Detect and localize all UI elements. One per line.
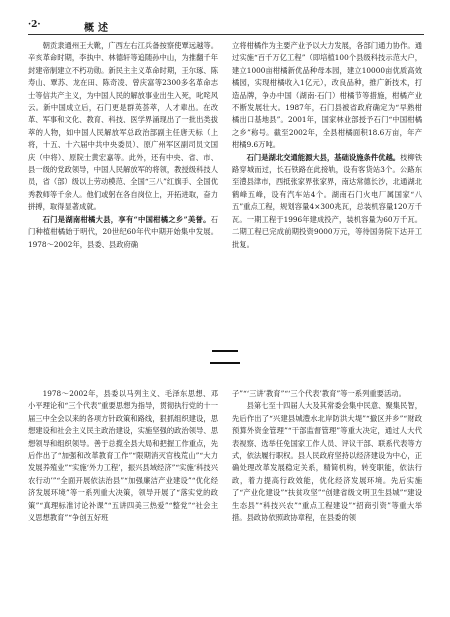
section-title: 概述: [84, 23, 112, 34]
header-rule: [28, 34, 424, 35]
paragraph: 立将柑橘作为主要产业予以大力发展，各部门通力协作。通过实施“百千万亿工程”（即培植100个县级科技示范大户，建立1000亩柑橘新优品种母本园，建立10000亩优质高效橘园，实现柑橘收入1亿元），改良品种，推广新技术，打造品牌，争办中国（湖南·石门）柑橘节等措施，柑橘产业不断发展壮大。1987年，石门县被省政府确定为“早熟柑橘出口基地县”。2001年，国家林业部授予石门“中国柑橘之乡”称号。截至2002年，全县柑橘面积18.6万亩，年产柑橘9.6万吨。: [232, 41, 422, 150]
lower-left-column: [28, 388, 218, 524]
paragraph: 县第七至十四届人大及其常委会集中民意、聚集民智，先后作出了“兴建县城澧水北岸防洪大堤”“撤区并乡”“财政预算外资金管理”“干部监督管理”等重大决定，通过人大代表视察、选举任免国家工作人员、评议干部、联系代表等方式，依法履行职权。县人民政府坚持以经济建设为中心，正确处理改革发展稳定关系，精简机构，转变职能，依法行政，着力提高行政效能，优化经济发展环境。先后实施了“产业化建设”“扶贫攻坚”“创建省级文明卫生县城”“建设生态县”“科技兴农”“重点工程建设”“招商引资”等重大举措。县政协依照政协章程，在县委的领: [232, 401, 422, 523]
chapter-numeral: [0, 343, 450, 369]
page-header: [28, 20, 424, 34]
paragraph: [232, 152, 422, 251]
paragraph: 子”“‘三讲’教育”“‘三个代表’教育”等一系列重要活动。: [232, 389, 406, 398]
paragraph-text: 枝柳铁路穿城而过，长石铁路在此接轨，设有客货站3个。公路东至澧县津市，西抵张家界张家界，南达常德长沙，北通湖北鹤峰五峰，设有汽车站4个。湖南石门火电厂属国家“八五”重点工程，规划容量4×300兆瓦，总装机容量120万千瓦。一期工程于1996年建成投产，装机容量为60万千瓦。二期工程已完成前期投资9000万元，等待国务院下达开工批复。: [232, 152, 423, 249]
bold-lead: 石门是湖北交通能源大县，基础设施条件优越。: [246, 152, 401, 162]
upper-left-column: [28, 40, 218, 251]
paragraph: 朝贡隶通州王大靴，广西左右江兵备按察使覃远越等。辛亥革命时期，李执中、林德轩等追随孙中山，为推翻千年封建帝制建立不朽功勋。新民主主义革命时期，王尔琢、陈寿山、覃苏、龙在田、陈奇凌、曾庆富等2300多名革命志士等信共产主义，为中国人民的解放事业出生入死，叱咤风云。新中国成立后，石门更是群英荟萃，人才辈出。在改革、军事和文化、教育、科技、医学界涌现出了一批出类拔萃的人物，如中国人民解放军总政治部副主任唐天标（上将，十五、十六届中共中央委员）、原广州军区副司员文国庆（中将）、原院士黄宏嘉等。此外，还有中央、省、市、县一级的党政领导，中国人民解放军的将领，教授级科技人员，省（部）级以上劳动模范、全国“三八”红旗手、全国优秀教师等千余人。他们或躬在各自岗位上，开拓进取，奋力拼搏，取得显著成就。: [28, 41, 218, 212]
paragraph: [28, 214, 218, 251]
bold-lead: 石门是湖南柑橘大县，享有“中国柑橘之乡”美誉。: [42, 214, 211, 224]
page-number: ·2·: [28, 20, 41, 30]
numeral-stroke-bottom: [210, 362, 240, 364]
numeral-stroke-top: [212, 350, 238, 352]
upper-right-column: [232, 40, 422, 251]
paragraph: 1978～2002年，县委以马列主义、毛泽东思想、邓小平理论和“三个代表”重要思想为指导，贯彻执行党的十一届三中全会以来的各项方针政策和路线，狠抓组织建设，思想建设和社会主义民主政治建设，实施坚强的政治领导、思想领导和组织领导。善于总揽全县大局和把握工作重点，先后作出了“加强和改革教育工作”“限期消灭官栈荒山”“大力发展养殖业”“实施‘外力工程’，振兴县域经济”“实施‘科技兴农行动’”“全面开展依法治县”“加强廉洁产业建设”“优化经济发展环境”等一系列重大决策，领导开展了“落实党的政策”“真理标准讨论补课”“五讲四美三热爱”“整党”“社会主义思想教育”“争创五好班: [28, 389, 218, 523]
lower-right-column: [232, 388, 422, 524]
paragraph-text: 石门种植柑橘始于明代，20世纪60年代中期开始集中发展。1978～2002年，县委、县政府确: [28, 214, 218, 249]
